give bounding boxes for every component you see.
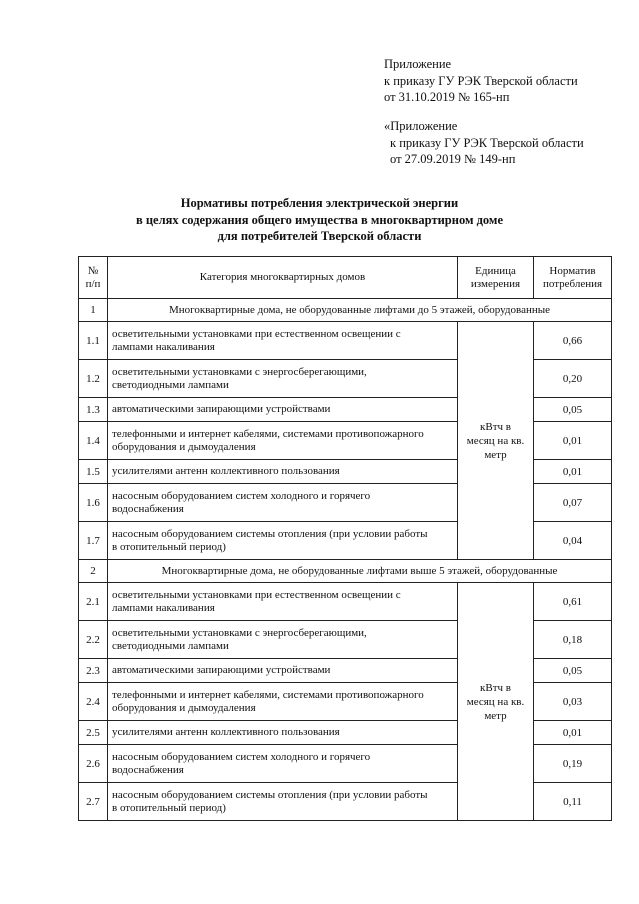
row-num: 1.1 (79, 322, 108, 360)
section-unit (458, 322, 534, 560)
row-category (108, 360, 458, 398)
header-norm-line: Норматив (549, 264, 596, 277)
row-value: 0,18 (534, 621, 612, 659)
section-row (79, 560, 612, 583)
row-category: усилителями антенн коллективного пользования (108, 460, 458, 484)
row-num: 1.3 (79, 398, 108, 422)
section-num: 2 (79, 560, 108, 583)
row-num: 1.4 (79, 422, 108, 460)
row-value: 0,05 (534, 659, 612, 683)
row-category-line: насосным оборудованием систем холодного и горячего (112, 750, 371, 763)
row-category (108, 683, 458, 721)
appendix-header-line: к приказу ГУ РЭК Тверской области (384, 73, 578, 88)
row-category-line: осветительными установками с энергосберегающими, (112, 626, 367, 639)
row-value: 0,01 (534, 721, 612, 745)
row-value: 0,66 (534, 322, 612, 360)
header-num-line: п/п (85, 277, 101, 290)
row-category (108, 621, 458, 659)
document-title-line: для потребителей Тверской области (217, 229, 422, 243)
header-unit-line: измерения (470, 277, 521, 290)
row-category (108, 745, 458, 783)
row-value: 0,07 (534, 484, 612, 522)
row-category: усилителями антенн коллективного пользования (108, 721, 458, 745)
unit-line: метр (484, 709, 507, 722)
row-num: 1.6 (79, 484, 108, 522)
row-category (108, 484, 458, 522)
appendix-header-line: от 31.10.2019 № 165-нп (384, 90, 510, 104)
document-title-line: Нормативы потребления электрической энергии (180, 196, 459, 210)
row-num: 2.3 (79, 659, 108, 683)
section-title: Многоквартирные дома, не оборудованные лифтами выше 5 этажей, оборудованные (108, 560, 612, 583)
row-category-line: насосным оборудованием систем холодного и горячего (112, 489, 371, 502)
row-category-line: в отопительный период) (112, 540, 226, 553)
row-value: 0,01 (534, 460, 612, 484)
row-value: 0,05 (534, 398, 612, 422)
row-category-line: светодиодными лампами (112, 639, 229, 652)
row-value: 0,03 (534, 683, 612, 721)
section-unit (458, 583, 534, 821)
document-title (0, 195, 639, 245)
row-category-line: насосным оборудованием системы отопления (при условии работы (112, 788, 428, 801)
row-num: 2.6 (79, 745, 108, 783)
document-title-line: в целях содержания общего имущества в многоквартирном доме (135, 212, 503, 227)
row-value: 0,19 (534, 745, 612, 783)
row-category-line: в отопительный период) (112, 801, 226, 814)
row-value: 0,04 (534, 522, 612, 560)
table-header-row (79, 257, 612, 299)
appendix-header-current (384, 56, 578, 106)
appendix-header-line: Приложение (384, 57, 452, 71)
row-category: автоматическими запирающими устройствами (108, 398, 458, 422)
header-category: Категория многоквартирных домов (108, 257, 458, 299)
row-num: 2.5 (79, 721, 108, 745)
unit-line: метр (484, 448, 507, 461)
row-value: 0,11 (534, 783, 612, 821)
row-num: 1.5 (79, 460, 108, 484)
row-category (108, 322, 458, 360)
row-category-line: телефонными и интернет кабелями, системами противопожарного (112, 688, 424, 701)
row-category (108, 422, 458, 460)
header-num (79, 257, 108, 299)
row-num: 2.2 (79, 621, 108, 659)
row-category-line: осветительными установками при естественном освещении с (112, 327, 401, 340)
row-category-line: водоснабжения (112, 763, 184, 776)
appendix-header-line: «Приложение (384, 119, 458, 133)
row-category-line: водоснабжения (112, 502, 184, 515)
row-value: 0,20 (534, 360, 612, 398)
header-num-line: № (87, 264, 99, 277)
section-row (79, 299, 612, 322)
row-category (108, 783, 458, 821)
table-row (79, 322, 612, 360)
row-category-line: осветительными установками при естественном освещении с (112, 588, 401, 601)
table-row (79, 583, 612, 621)
row-category-line: оборудования и дымоудаления (112, 440, 256, 453)
appendix-header-line: к приказу ГУ РЭК Тверской области (390, 135, 584, 150)
row-value: 0,61 (534, 583, 612, 621)
header-norm (534, 257, 612, 299)
section-title: Многоквартирные дома, не оборудованные лифтами до 5 этажей, оборудованные (108, 299, 612, 322)
norms-table (78, 256, 612, 821)
row-category-line: светодиодными лампами (112, 378, 229, 391)
appendix-header-previous (384, 118, 584, 168)
row-category-line: осветительными установками с энергосберегающими, (112, 365, 367, 378)
header-norm-line: потребления (542, 277, 603, 290)
unit-line: месяц на кв. (466, 695, 525, 708)
row-category-line: лампами накаливания (112, 601, 215, 614)
row-category-line: лампами накаливания (112, 340, 215, 353)
row-num: 2.7 (79, 783, 108, 821)
header-unit (458, 257, 534, 299)
unit-line: месяц на кв. (466, 434, 525, 447)
row-category-line: телефонными и интернет кабелями, системами противопожарного (112, 427, 424, 440)
row-value: 0,01 (534, 422, 612, 460)
unit-line: кВтч в (480, 681, 511, 694)
appendix-header-line: от 27.09.2019 № 149-нп (390, 152, 516, 166)
row-category: автоматическими запирающими устройствами (108, 659, 458, 683)
row-category-line: насосным оборудованием системы отопления (при условии работы (112, 527, 428, 540)
unit-line: кВтч в (480, 420, 511, 433)
row-num: 2.1 (79, 583, 108, 621)
section-num: 1 (79, 299, 108, 322)
row-category (108, 522, 458, 560)
row-category (108, 583, 458, 621)
row-num: 1.2 (79, 360, 108, 398)
row-num: 1.7 (79, 522, 108, 560)
row-num: 2.4 (79, 683, 108, 721)
header-unit-line: Единица (475, 264, 516, 277)
row-category-line: оборудования и дымоудаления (112, 701, 256, 714)
